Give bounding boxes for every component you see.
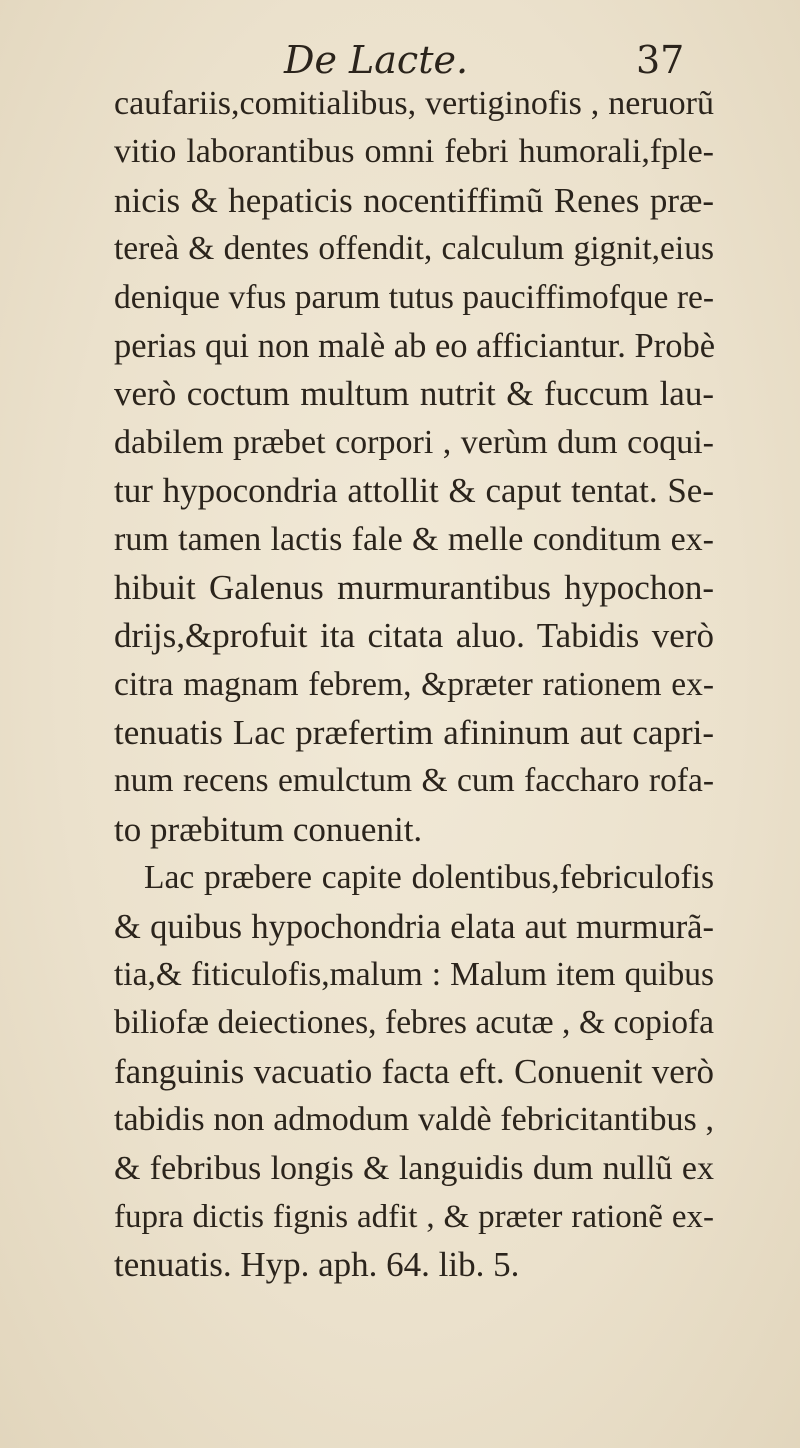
text-line: vitio laborantibus omni febri humorali,fple-: [114, 133, 714, 171]
text-line: tenuatis Lac præfertim afininum aut capri-: [114, 713, 714, 753]
text-line: & quibus hypochondria elata aut murmurã-: [114, 907, 714, 946]
text-line: num recens emulctum & cum faccharo rofa-: [114, 762, 714, 800]
text-line: nicis & hepaticis nocentiffimũ Renes præ-: [114, 180, 714, 220]
text-line: tabidis non admodum valdè febricitantibus ,: [114, 1101, 714, 1139]
running-head-title: De Lacte.: [284, 38, 469, 82]
text-line: dabilem præbet corpori , verùm dum coqui-: [114, 423, 714, 461]
text-line: & febribus longis & languidis dum nullũ ex: [114, 1149, 714, 1187]
text-line: biliofæ deiectiones, febres acutæ , & copiofa: [114, 1004, 714, 1042]
page-number: 37: [636, 38, 685, 82]
text-line: denique vfus parum tutus pauciffimofque re-: [114, 278, 714, 316]
text-line: tur hypocondria attollit & caput tentat. Se-: [114, 471, 714, 511]
text-line: citra magnam febrem, &præter rationem ex-: [114, 665, 714, 703]
body-text: [114, 80, 714, 1290]
text-line: tia,& fiticulofis,malum : Malum item quibus: [114, 956, 714, 994]
text-line: fupra dictis fignis adfit , & præter rationẽ ex-: [114, 1198, 714, 1235]
text-line: perias qui non malè ab eo afficiantur. Probè: [114, 326, 716, 365]
text-line-paragraph-start: Lac præbere capite dolentibus,febriculofis: [144, 859, 714, 897]
text-line-citation: tenuatis. Hyp. aph. 64. lib. 5.: [114, 1245, 520, 1285]
text-line-paragraph-end: to præbitum conuenit.: [114, 809, 423, 849]
text-line: caufariis,comitialibus, vertiginofis , neruorũ: [114, 85, 714, 122]
text-line: tereà & dentes offendit, calculum gignit,eius: [114, 230, 714, 268]
text-line: rum tamen lactis fale & melle conditum ex-: [114, 520, 714, 558]
text-line: verò coctum multum nutrit & fuccum lau-: [114, 374, 714, 414]
text-line: fanguinis vacuatio facta eft. Conuenit verò: [114, 1051, 714, 1091]
text-line: hibuit Galenus murmurantibus hypochon-: [114, 567, 714, 607]
text-line: drijs,&profuit ita citata aluo. Tabidis verò: [114, 616, 714, 656]
